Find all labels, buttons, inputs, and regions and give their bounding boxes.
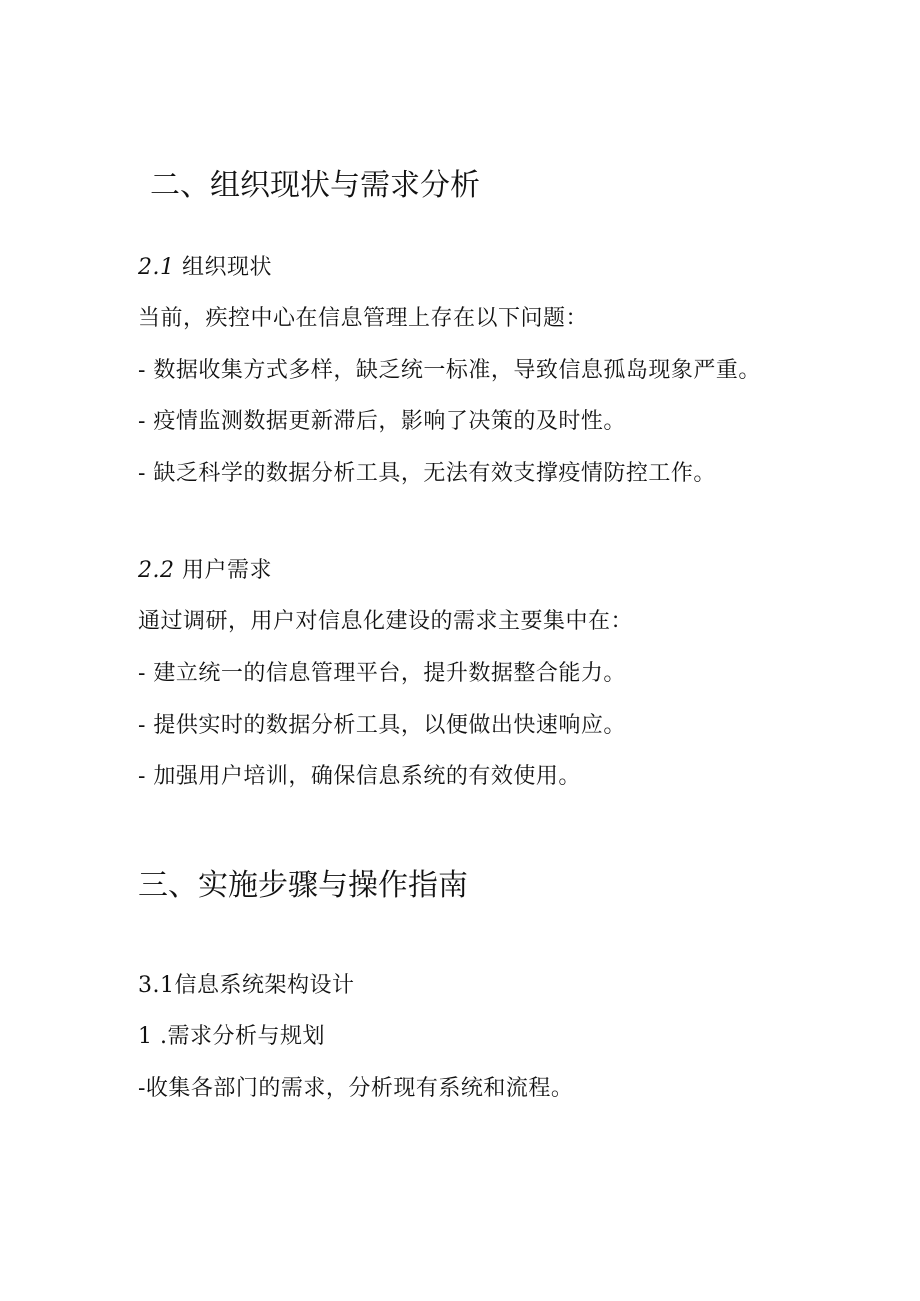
bullet-item: -收集各部门的需求，分析现有系统和流程。	[138, 1076, 574, 1101]
subsection-number: 2.1	[138, 255, 175, 280]
subsection-heading: 3.1信息系统架构设计	[138, 973, 355, 998]
subsection-title: 用户需求	[182, 558, 273, 583]
section-heading: 三、实施步骤与操作指南	[138, 868, 468, 903]
subsection-number: 2.2	[138, 558, 175, 583]
step-heading: 1 .需求分析与规划	[138, 1024, 325, 1049]
subsection-title: 组织现状	[182, 255, 273, 280]
bullet-item: - 建立统一的信息管理平台，提升数据整合能力。	[138, 661, 626, 686]
bullet-item: - 缺乏科学的数据分析工具，无法有效支撑疫情防控工作。	[138, 461, 716, 486]
paragraph: 通过调研，用户对信息化建设的需求主要集中在：	[138, 609, 634, 634]
bullet-item: - 数据收集方式多样，缺乏统一标准，导致信息孤岛现象严重。	[138, 358, 761, 383]
bullet-item: - 疫情监测数据更新滞后，影响了决策的及时性。	[138, 409, 626, 434]
paragraph: 当前，疾控中心在信息管理上存在以下问题：	[138, 306, 589, 331]
subsection-heading	[138, 253, 272, 283]
bullet-item: - 提供实时的数据分析工具，以便做出快速响应。	[138, 713, 626, 738]
section-heading: 二、组织现状与需求分析	[150, 168, 480, 203]
bullet-item: - 加强用户培训，确保信息系统的有效使用。	[138, 764, 581, 789]
subsection-heading	[138, 556, 272, 586]
